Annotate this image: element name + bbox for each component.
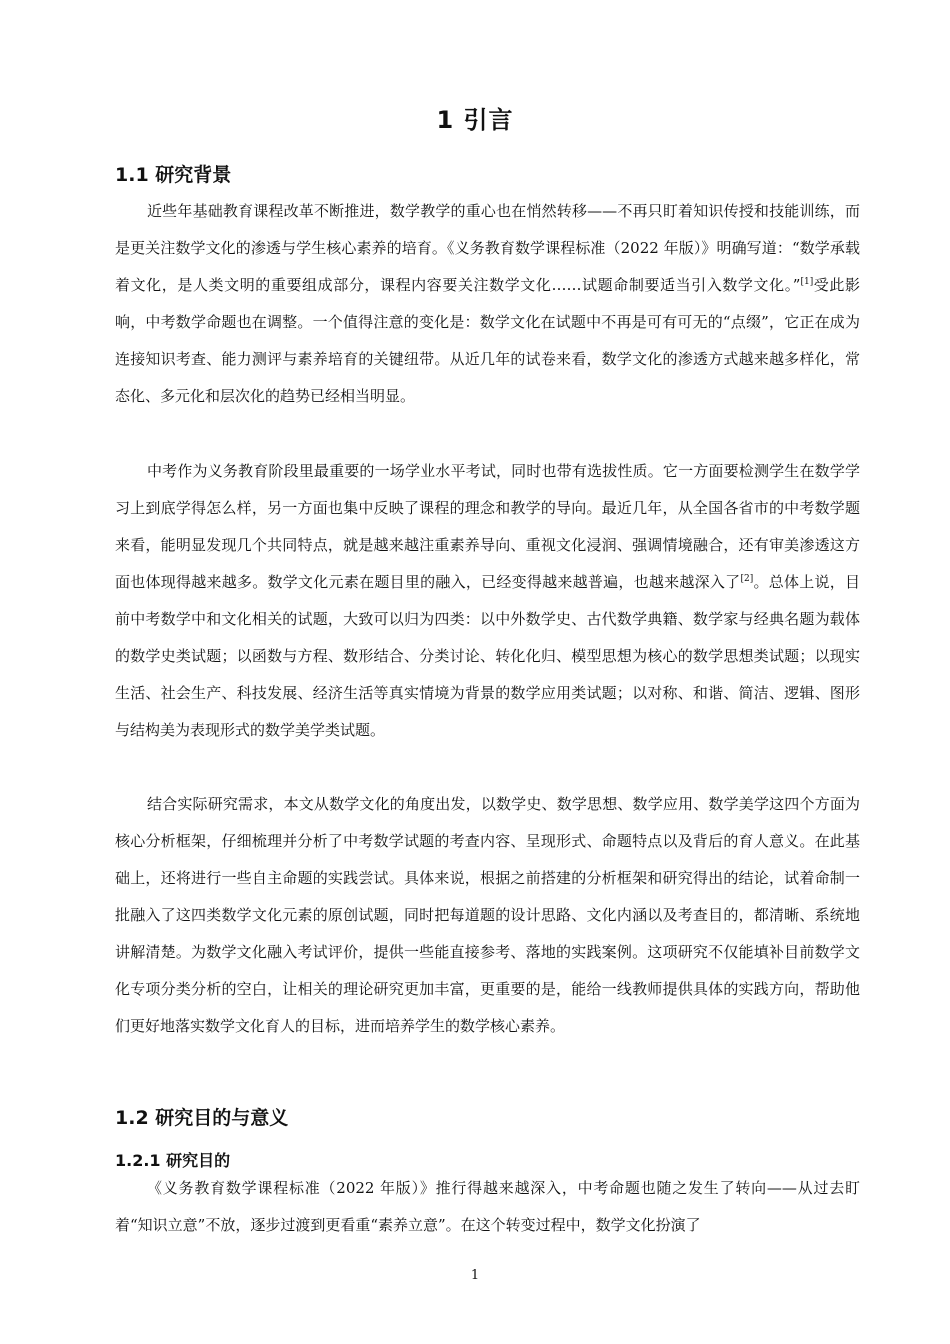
paragraph-text: 受此影响，中考数学命题也在调整。一个值得注意的变化是：数学文化在试题中不再是可有可无的“点缀”，它正在成为连接知识考查、能力测评与素养培育的关键纽带。从近几年的试卷来看，数学文化的渗透方式越来越多样化，常态化、多元化和层次化的趋势已经相当明显。 — [115, 276, 860, 405]
paragraph-text: 中考作为义务教育阶段里最重要的一场学业水平考试，同时也带有选拔性质。它一方面要检测学生在数学学习上到底学得怎么样，另一方面也集中反映了课程的理念和教学的导向。最近几年，从全国各省市的中考数学题来看，能明显发现几个共同特点，就是越来越注重素养导向、重视文化浸润、强调情境融合，还有审美渗透这方面也体现得越来越多。数学文化元素在题目里的融入，已经变得越来越普遍，也越来越深入了 — [115, 462, 860, 591]
paragraph-background-2 — [115, 453, 860, 749]
paragraph-text: 近些年基础教育课程改革不断推进，数学教学的重心也在悄然转移——不再只盯着知识传授和技能训练，而是更关注数学文化的渗透与学生核心素养的培育。《义务教育数学课程标准（2022 年版）》明确写道：“数学承载着文化，是人类文明的重要组成部分，课程内容要关注数学文化……试题命制要适当引入数学文化。” — [115, 202, 860, 294]
page-number: 1 — [470, 1268, 480, 1283]
subsection-heading-purpose: 1.2.1 研究目的 — [115, 1151, 231, 1170]
section-heading-research-background: 1.1 研究背景 — [115, 164, 232, 186]
paragraph-purpose-1: 《义务教育数学课程标准（2022 年版）》推行得越来越深入，中考命题也随之发生了转向——从过去盯着“知识立意”不放，逐步过渡到更看重“素养立意”。在这个转变过程中，数学文化扮演了 — [115, 1179, 860, 1234]
chapter-title: 1 引言 — [436, 106, 514, 134]
section-heading-purpose-significance: 1.2 研究目的与意义 — [115, 1107, 289, 1129]
paragraph-background-1 — [115, 193, 860, 415]
citation-marker: [1] — [800, 277, 814, 287]
paragraph-text: 。总体上说，目前中考数学中和文化相关的试题，大致可以归为四类：以中外数学史、古代数学典籍、数学家与经典名题为载体的数学史类试题；以函数与方程、数形结合、分类讨论、转化化归、模型思想为核心的数学思想类试题；以现实生活、社会生产、科技发展、经济生活等真实情境为背景的数学应用类试题；以对称、和谐、简洁、逻辑、图形与结构美为表现形式的数学美学类试题。 — [115, 573, 860, 739]
citation-marker: [2] — [740, 574, 754, 584]
paragraph-background-3: 结合实际研究需求，本文从数学文化的角度出发，以数学史、数学思想、数学应用、数学美学这四个方面为核心分析框架，仔细梳理并分析了中考数学试题的考查内容、呈现形式、命题特点以及背后的育人意义。在此基础上，还将进行一些自主命题的实践尝试。具体来说，根据之前搭建的分析框架和研究得出的结论，试着命制一批融入了这四类数学文化元素的原创试题，同时把每道题的设计思路、文化内涵以及考查目的，都清晰、系统地讲解清楚。为数学文化融入考试评价，提供一些能直接参考、落地的实践案例。这项研究不仅能填补目前数学文化专项分类分析的空白，让相关的理论研究更加丰富，更重要的是，能给一线教师提供具体的实践方向，帮助他们更好地落实数学文化育人的目标，进而培养学生的数学核心素养。 — [115, 795, 860, 1035]
